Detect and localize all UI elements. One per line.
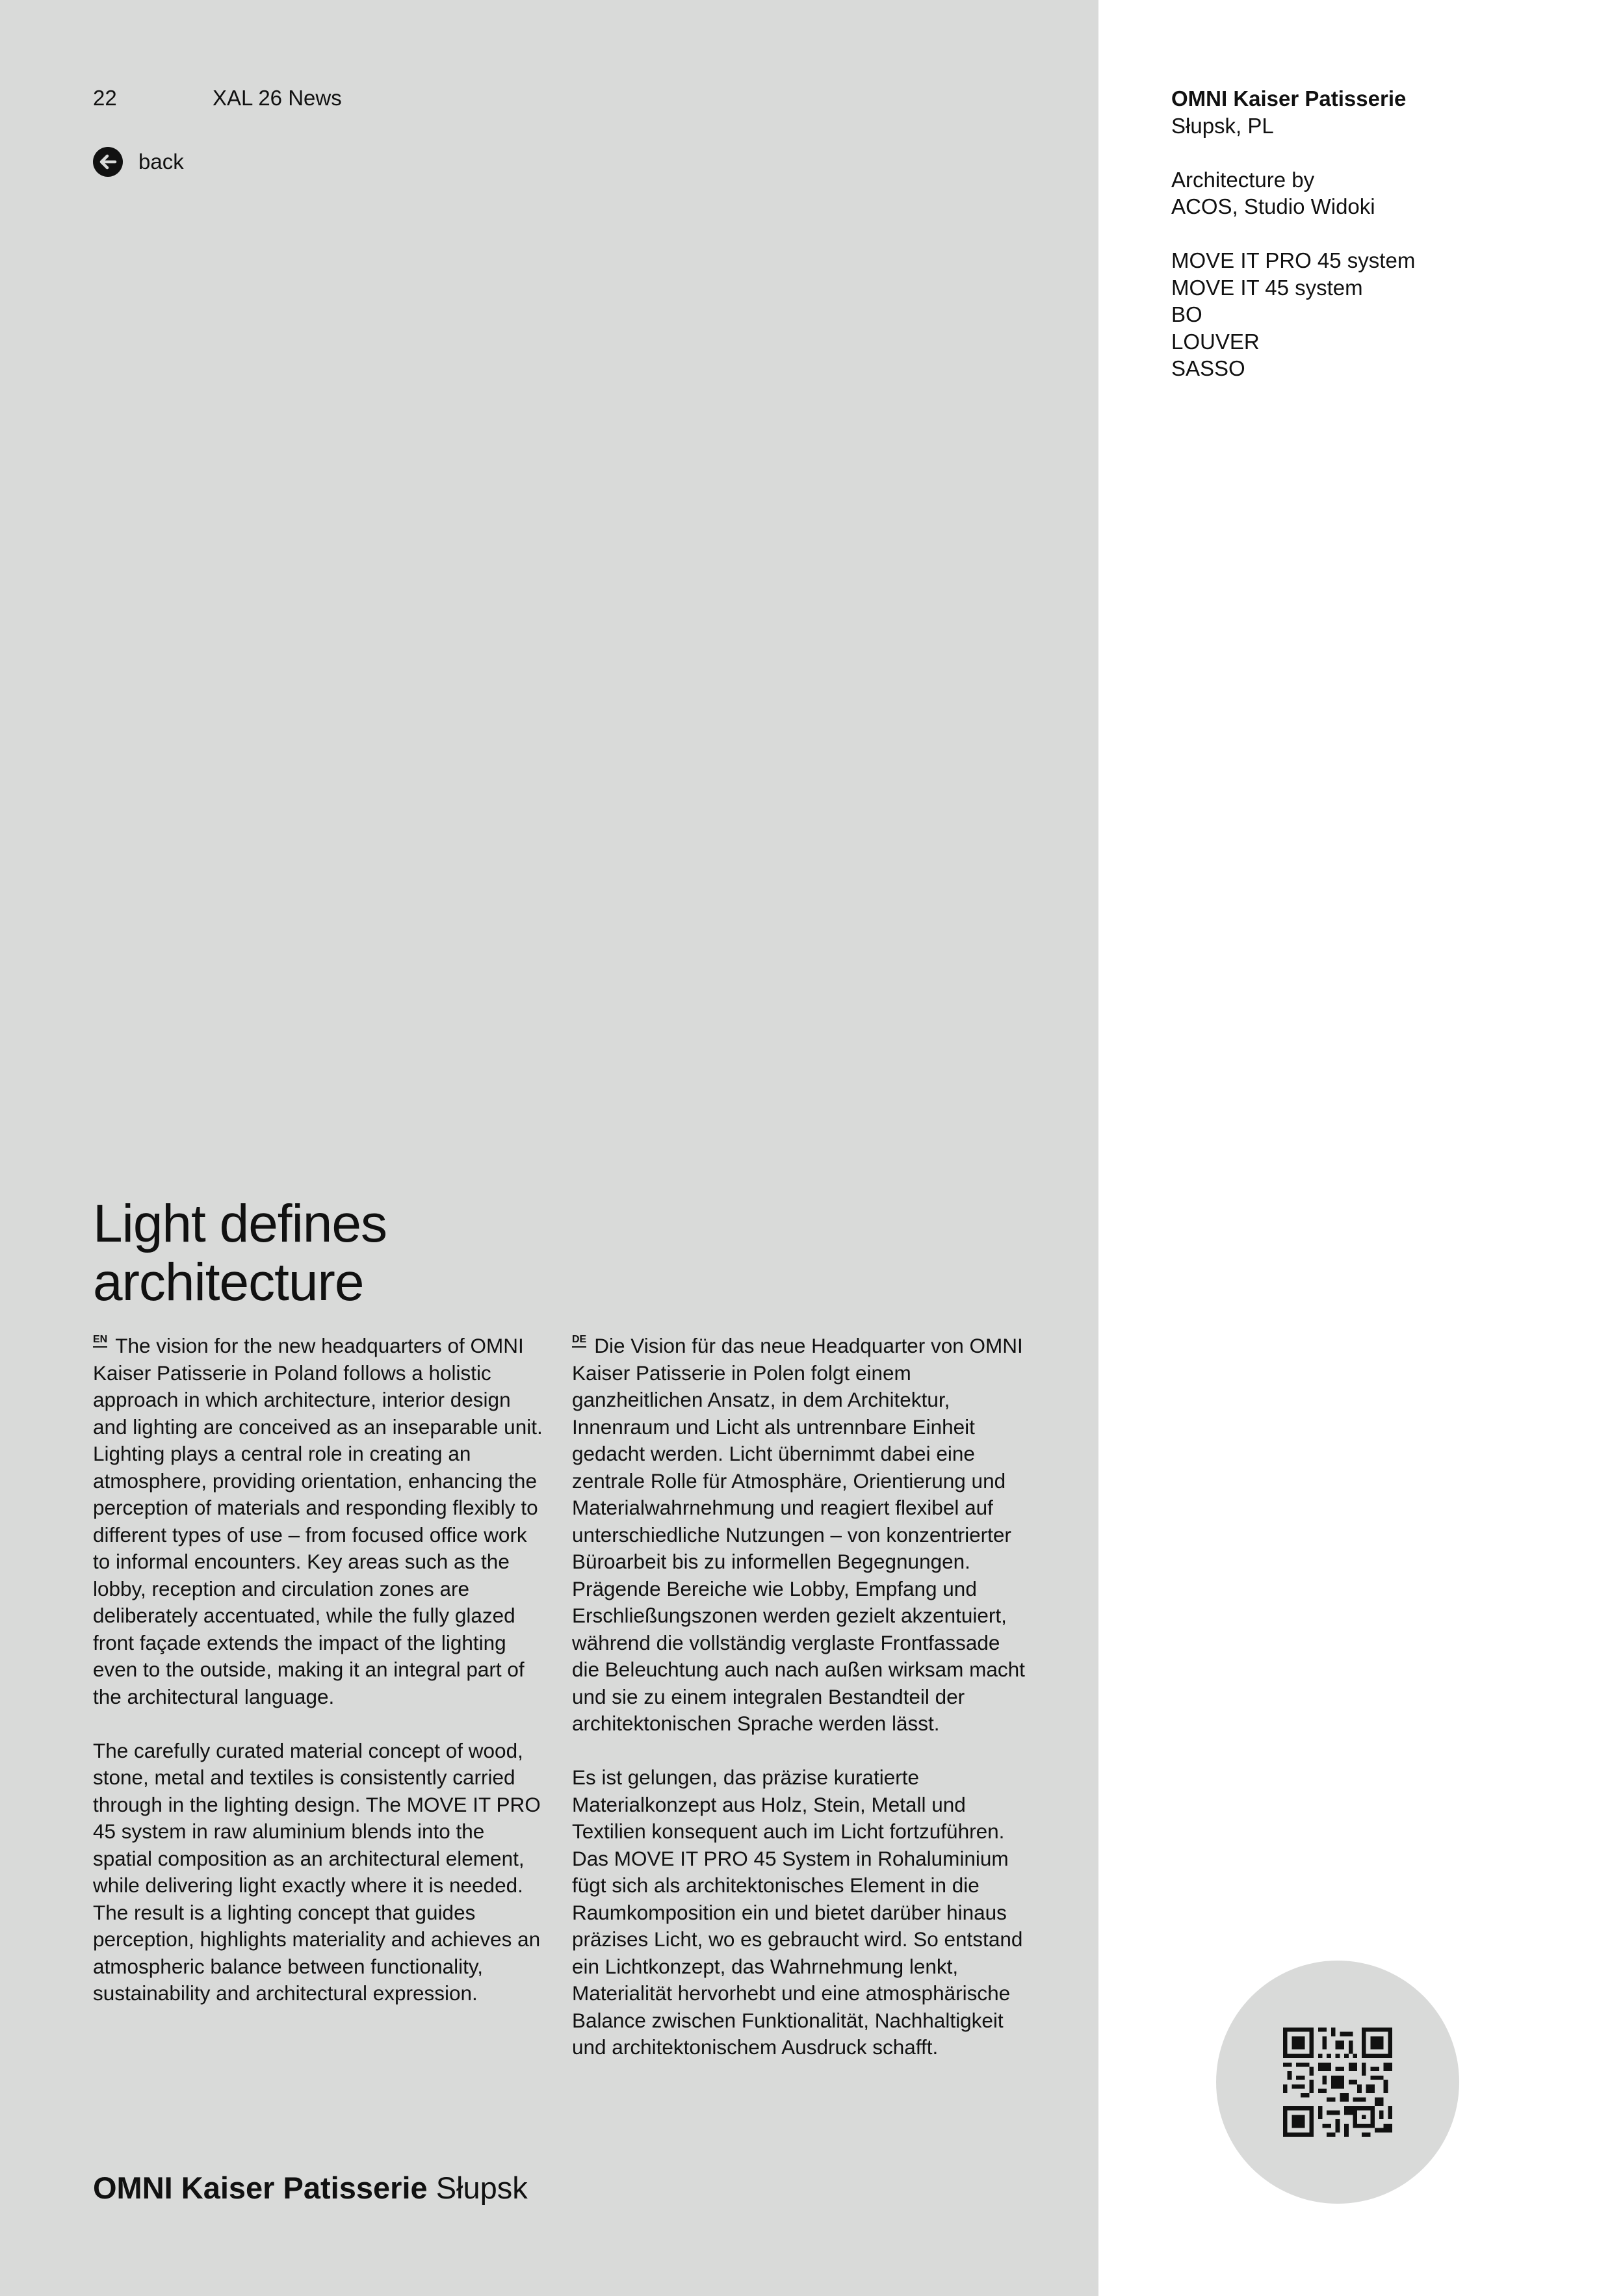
publication-title: XAL 26 News xyxy=(213,86,342,110)
german-column xyxy=(572,1333,1027,2088)
architects: ACOS, Studio Widoki xyxy=(1171,194,1375,218)
product-item: BO xyxy=(1171,302,1202,326)
footer-title xyxy=(93,2170,528,2206)
article-headline xyxy=(93,1195,678,1312)
project-name: OMNI Kaiser Patisserie xyxy=(1171,86,1407,111)
back-label: back xyxy=(138,150,184,174)
headline-line-2: architecture xyxy=(93,1253,364,1312)
products-list xyxy=(1171,247,1574,382)
en-paragraph-1-text: The vision for the new headquarters of OMNI Kaiser Patisserie in Poland follows a holistic approach in which architecture, interior design and lighting are conceived as an inseparable unit. Lighting plays a central role in creating an atmosphere, providing orientation, enhancing the perception of materials and responding flexibly to different types of use – from focused office work to informal encounters. Key areas such as the lobby, reception and circulation zones are deliberately accentuated, while the fully glazed front façade extends the impact of the lighting even to the outside, making it an integral part of the architectural language. xyxy=(93,1334,543,1708)
en-paragraph-2: The carefully curated material concept of wood, stone, metal and textiles is consistently carried through in the lighting design. The MOVE IT PRO 45 system in raw aluminium blends into the spatial composition as an architectural element, while delivering light exactly where it is needed. The result is a lighting concept that guides perception, highlights materiality and achieves an atmospheric balance between functionality, sustainability and architectural expression. xyxy=(93,1738,541,2005)
de-paragraph-1-text: Die Vision für das neue Headquarter von OMNI Kaiser Patisserie in Polen folgt einem ganzheitlichen Ansatz, in dem Architektur, Innenraum und Licht als untrennbare Einheit gedacht werden. Licht übernimmt dabei eine zentrale Rolle für Atmosphäre, Orientierung und Materialwahrnehmung und reagiert flexibel auf unterschiedliche Nutzungen – von konzentrierter Büroarbeit bis zu informellen Begegnungen. Prägende Bereiche wie Lobby, Empfang und Erschließungszonen werden gezielt akzentuiert, während die vollständig verglaste Frontfassade die Beleuchtung auch nach außen wirksam macht und sie zu einem integralen Bestandteil der architektonischen Sprache werden lässt. xyxy=(572,1334,1025,1735)
arrow-left-circle-icon xyxy=(93,147,123,177)
architecture-label: Architecture by xyxy=(1171,167,1315,192)
de-paragraph-1 xyxy=(572,1333,1027,1738)
page-number: 22 xyxy=(93,86,117,110)
project-info xyxy=(1171,85,1574,409)
en-paragraph-1 xyxy=(93,1333,548,1710)
english-column xyxy=(93,1333,548,2034)
back-link[interactable] xyxy=(93,146,184,177)
product-item: SASSO xyxy=(1171,356,1245,380)
qr-code-icon xyxy=(1283,2028,1392,2137)
product-item: LOUVER xyxy=(1171,329,1260,354)
qr-code-badge[interactable] xyxy=(1216,1961,1459,2204)
architecture-block xyxy=(1171,166,1574,220)
de-language-tag: DE xyxy=(572,1334,586,1348)
footer-city: Słupsk xyxy=(435,2171,528,2205)
footer-project-name: OMNI Kaiser Patisserie xyxy=(93,2171,428,2205)
headline-line-1: Light defines xyxy=(93,1194,387,1253)
product-item: MOVE IT 45 system xyxy=(1171,275,1363,300)
product-item: MOVE IT PRO 45 system xyxy=(1171,248,1416,272)
en-language-tag: EN xyxy=(93,1334,107,1348)
de-paragraph-2: Es ist gelungen, das präzise kuratierte Materialkonzept aus Holz, Stein, Metall und Textilien konsequent auch im Licht fortzuführen. Das MOVE IT PRO 45 System in Rohaluminium fügt sich als architektonisches Element in die Raumkomposition ein und bietet darüber hinaus präzises Licht, wo es gebraucht wird. So entstand ein Lichtkonzept, das Wahrnehmung lenkt, Materialität hervorhebt und eine atmosphärische Balance zwischen Funktionalität, Nachhaltigkeit und architektonischem Ausdruck schafft. xyxy=(572,1766,1023,2059)
project-name-block xyxy=(1171,85,1574,139)
project-location: Słupsk, PL xyxy=(1171,113,1274,138)
